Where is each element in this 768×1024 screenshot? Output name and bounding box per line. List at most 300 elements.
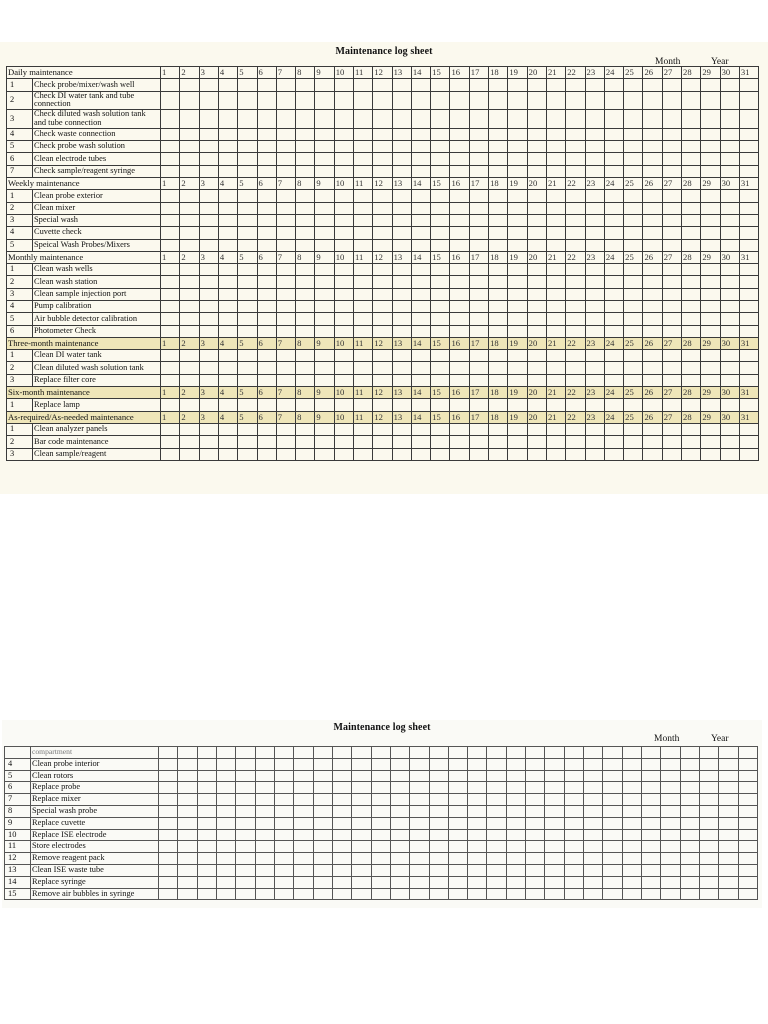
log-cell[interactable]: [448, 817, 467, 829]
log-cell[interactable]: [238, 399, 257, 411]
log-cell[interactable]: [546, 239, 565, 251]
log-cell[interactable]: [275, 817, 294, 829]
log-cell[interactable]: [334, 239, 353, 251]
log-cell[interactable]: [257, 227, 276, 239]
log-cell[interactable]: [373, 110, 392, 129]
log-cell[interactable]: [294, 841, 313, 853]
log-cell[interactable]: [469, 165, 488, 177]
log-cell[interactable]: [218, 399, 237, 411]
log-cell[interactable]: [313, 817, 332, 829]
log-cell[interactable]: [603, 876, 622, 888]
log-cell[interactable]: [469, 79, 488, 91]
log-cell[interactable]: [429, 782, 448, 794]
log-cell[interactable]: [161, 276, 180, 288]
log-cell[interactable]: [643, 264, 662, 276]
log-cell[interactable]: [238, 79, 257, 91]
log-cell[interactable]: [682, 313, 701, 325]
log-cell[interactable]: [489, 374, 508, 386]
log-cell[interactable]: [680, 747, 699, 759]
log-cell[interactable]: [468, 888, 487, 900]
log-cell[interactable]: [353, 239, 372, 251]
log-cell[interactable]: [701, 165, 720, 177]
log-cell[interactable]: [178, 747, 197, 759]
log-cell[interactable]: [546, 288, 565, 300]
log-cell[interactable]: [313, 747, 332, 759]
log-cell[interactable]: [238, 313, 257, 325]
log-cell[interactable]: [276, 301, 295, 313]
log-cell[interactable]: [276, 264, 295, 276]
log-cell[interactable]: [489, 436, 508, 448]
log-cell[interactable]: [527, 153, 546, 165]
log-cell[interactable]: [643, 399, 662, 411]
log-cell[interactable]: [701, 399, 720, 411]
log-cell[interactable]: [257, 288, 276, 300]
log-cell[interactable]: [604, 202, 623, 214]
log-cell[interactable]: [161, 128, 180, 140]
log-cell[interactable]: [526, 794, 545, 806]
log-cell[interactable]: [334, 91, 353, 110]
log-cell[interactable]: [238, 91, 257, 110]
log-cell[interactable]: [199, 448, 218, 460]
log-cell[interactable]: [199, 362, 218, 374]
log-cell[interactable]: [719, 876, 738, 888]
log-cell[interactable]: [585, 350, 604, 362]
log-cell[interactable]: [643, 350, 662, 362]
log-cell[interactable]: [701, 79, 720, 91]
log-cell[interactable]: [218, 423, 237, 435]
log-cell[interactable]: [508, 423, 527, 435]
log-cell[interactable]: [719, 888, 738, 900]
log-cell[interactable]: [604, 79, 623, 91]
log-cell[interactable]: [257, 214, 276, 226]
log-cell[interactable]: [178, 770, 197, 782]
log-cell[interactable]: [699, 876, 718, 888]
log-cell[interactable]: [161, 301, 180, 313]
log-cell[interactable]: [643, 325, 662, 337]
log-cell[interactable]: [334, 165, 353, 177]
log-cell[interactable]: [334, 423, 353, 435]
log-cell[interactable]: [353, 128, 372, 140]
log-cell[interactable]: [334, 190, 353, 202]
log-cell[interactable]: [390, 888, 409, 900]
log-cell[interactable]: [546, 325, 565, 337]
log-cell[interactable]: [180, 79, 199, 91]
log-cell[interactable]: [469, 350, 488, 362]
log-cell[interactable]: [334, 79, 353, 91]
log-cell[interactable]: [566, 325, 585, 337]
log-cell[interactable]: [353, 288, 372, 300]
log-cell[interactable]: [392, 276, 411, 288]
log-cell[interactable]: [218, 141, 237, 153]
log-cell[interactable]: [720, 165, 739, 177]
log-cell[interactable]: [701, 128, 720, 140]
log-cell[interactable]: [469, 128, 488, 140]
log-cell[interactable]: [353, 325, 372, 337]
log-cell[interactable]: [701, 288, 720, 300]
log-cell[interactable]: [527, 350, 546, 362]
log-cell[interactable]: [276, 325, 295, 337]
log-cell[interactable]: [199, 325, 218, 337]
log-cell[interactable]: [411, 214, 430, 226]
log-cell[interactable]: [489, 264, 508, 276]
log-cell[interactable]: [238, 374, 257, 386]
log-cell[interactable]: [526, 805, 545, 817]
log-cell[interactable]: [699, 817, 718, 829]
log-cell[interactable]: [546, 153, 565, 165]
log-cell[interactable]: [469, 362, 488, 374]
log-cell[interactable]: [276, 350, 295, 362]
log-cell[interactable]: [450, 399, 469, 411]
log-cell[interactable]: [489, 362, 508, 374]
log-cell[interactable]: [411, 448, 430, 460]
log-cell[interactable]: [238, 362, 257, 374]
log-cell[interactable]: [545, 747, 564, 759]
log-cell[interactable]: [662, 227, 681, 239]
log-cell[interactable]: [313, 794, 332, 806]
log-cell[interactable]: [739, 165, 758, 177]
log-cell[interactable]: [682, 239, 701, 251]
log-cell[interactable]: [662, 313, 681, 325]
log-cell[interactable]: [564, 841, 583, 853]
log-cell[interactable]: [431, 141, 450, 153]
log-cell[interactable]: [545, 782, 564, 794]
log-cell[interactable]: [296, 448, 315, 460]
log-cell[interactable]: [487, 817, 506, 829]
log-cell[interactable]: [218, 110, 237, 129]
log-cell[interactable]: [373, 202, 392, 214]
log-cell[interactable]: [546, 141, 565, 153]
log-cell[interactable]: [294, 864, 313, 876]
log-cell[interactable]: [276, 110, 295, 129]
log-cell[interactable]: [489, 214, 508, 226]
log-cell[interactable]: [604, 91, 623, 110]
log-cell[interactable]: [585, 110, 604, 129]
log-cell[interactable]: [469, 214, 488, 226]
log-cell[interactable]: [353, 423, 372, 435]
log-cell[interactable]: [719, 805, 738, 817]
log-cell[interactable]: [217, 829, 236, 841]
log-cell[interactable]: [469, 423, 488, 435]
log-cell[interactable]: [313, 829, 332, 841]
log-cell[interactable]: [469, 239, 488, 251]
log-cell[interactable]: [720, 448, 739, 460]
log-cell[interactable]: [429, 770, 448, 782]
log-cell[interactable]: [332, 805, 351, 817]
log-cell[interactable]: [585, 423, 604, 435]
log-cell[interactable]: [296, 227, 315, 239]
log-cell[interactable]: [566, 239, 585, 251]
log-cell[interactable]: [624, 325, 643, 337]
log-cell[interactable]: [699, 805, 718, 817]
log-cell[interactable]: [585, 399, 604, 411]
log-cell[interactable]: [661, 782, 680, 794]
log-cell[interactable]: [585, 153, 604, 165]
log-cell[interactable]: [429, 817, 448, 829]
log-cell[interactable]: [641, 794, 660, 806]
log-cell[interactable]: [255, 782, 274, 794]
log-cell[interactable]: [352, 864, 371, 876]
log-cell[interactable]: [641, 829, 660, 841]
log-cell[interactable]: [624, 153, 643, 165]
log-cell[interactable]: [584, 770, 603, 782]
log-cell[interactable]: [429, 747, 448, 759]
log-cell[interactable]: [585, 227, 604, 239]
log-cell[interactable]: [566, 399, 585, 411]
log-cell[interactable]: [546, 128, 565, 140]
log-cell[interactable]: [487, 758, 506, 770]
log-cell[interactable]: [255, 888, 274, 900]
log-cell[interactable]: [584, 782, 603, 794]
log-cell[interactable]: [564, 758, 583, 770]
log-cell[interactable]: [217, 770, 236, 782]
log-cell[interactable]: [178, 794, 197, 806]
log-cell[interactable]: [313, 876, 332, 888]
log-cell[interactable]: [604, 153, 623, 165]
log-cell[interactable]: [371, 853, 390, 865]
log-cell[interactable]: [236, 805, 255, 817]
log-cell[interactable]: [526, 817, 545, 829]
log-cell[interactable]: [448, 747, 467, 759]
log-cell[interactable]: [566, 301, 585, 313]
log-cell[interactable]: [527, 362, 546, 374]
log-cell[interactable]: [489, 276, 508, 288]
log-cell[interactable]: [701, 239, 720, 251]
log-cell[interactable]: [468, 782, 487, 794]
log-cell[interactable]: [180, 313, 199, 325]
log-cell[interactable]: [296, 313, 315, 325]
log-cell[interactable]: [431, 190, 450, 202]
log-cell[interactable]: [352, 841, 371, 853]
log-cell[interactable]: [334, 350, 353, 362]
log-cell[interactable]: [487, 888, 506, 900]
log-cell[interactable]: [738, 853, 757, 865]
log-cell[interactable]: [373, 362, 392, 374]
log-cell[interactable]: [411, 288, 430, 300]
log-cell[interactable]: [315, 301, 334, 313]
log-cell[interactable]: [373, 288, 392, 300]
log-cell[interactable]: [371, 876, 390, 888]
log-cell[interactable]: [275, 770, 294, 782]
log-cell[interactable]: [508, 313, 527, 325]
log-cell[interactable]: [294, 876, 313, 888]
log-cell[interactable]: [624, 362, 643, 374]
log-cell[interactable]: [720, 423, 739, 435]
log-cell[interactable]: [294, 829, 313, 841]
log-cell[interactable]: [238, 165, 257, 177]
log-cell[interactable]: [238, 423, 257, 435]
log-cell[interactable]: [373, 239, 392, 251]
log-cell[interactable]: [373, 325, 392, 337]
log-cell[interactable]: [431, 239, 450, 251]
log-cell[interactable]: [159, 876, 178, 888]
log-cell[interactable]: [180, 301, 199, 313]
log-cell[interactable]: [296, 239, 315, 251]
log-cell[interactable]: [199, 436, 218, 448]
log-cell[interactable]: [161, 141, 180, 153]
log-cell[interactable]: [197, 841, 216, 853]
log-cell[interactable]: [390, 782, 409, 794]
log-cell[interactable]: [334, 313, 353, 325]
log-cell[interactable]: [450, 214, 469, 226]
log-cell[interactable]: [218, 448, 237, 460]
log-cell[interactable]: [180, 325, 199, 337]
log-cell[interactable]: [373, 128, 392, 140]
log-cell[interactable]: [508, 301, 527, 313]
log-cell[interactable]: [450, 190, 469, 202]
log-cell[interactable]: [699, 747, 718, 759]
log-cell[interactable]: [566, 79, 585, 91]
log-cell[interactable]: [373, 141, 392, 153]
log-cell[interactable]: [352, 829, 371, 841]
log-cell[interactable]: [624, 202, 643, 214]
log-cell[interactable]: [332, 853, 351, 865]
log-cell[interactable]: [315, 202, 334, 214]
log-cell[interactable]: [448, 794, 467, 806]
log-cell[interactable]: [197, 864, 216, 876]
log-cell[interactable]: [566, 362, 585, 374]
log-cell[interactable]: [199, 301, 218, 313]
log-cell[interactable]: [275, 747, 294, 759]
log-cell[interactable]: [566, 214, 585, 226]
log-cell[interactable]: [489, 423, 508, 435]
log-cell[interactable]: [564, 888, 583, 900]
log-cell[interactable]: [238, 264, 257, 276]
log-cell[interactable]: [294, 853, 313, 865]
log-cell[interactable]: [508, 227, 527, 239]
log-cell[interactable]: [429, 864, 448, 876]
log-cell[interactable]: [411, 313, 430, 325]
log-cell[interactable]: [526, 829, 545, 841]
log-cell[interactable]: [373, 436, 392, 448]
log-cell[interactable]: [469, 91, 488, 110]
log-cell[interactable]: [161, 325, 180, 337]
log-cell[interactable]: [720, 362, 739, 374]
log-cell[interactable]: [315, 313, 334, 325]
log-cell[interactable]: [624, 91, 643, 110]
log-cell[interactable]: [585, 288, 604, 300]
log-cell[interactable]: [450, 448, 469, 460]
log-cell[interactable]: [564, 876, 583, 888]
log-cell[interactable]: [701, 214, 720, 226]
log-cell[interactable]: [641, 888, 660, 900]
log-cell[interactable]: [161, 399, 180, 411]
log-cell[interactable]: [468, 770, 487, 782]
log-cell[interactable]: [296, 110, 315, 129]
log-cell[interactable]: [720, 79, 739, 91]
log-cell[interactable]: [468, 817, 487, 829]
log-cell[interactable]: [506, 805, 525, 817]
log-cell[interactable]: [643, 301, 662, 313]
log-cell[interactable]: [584, 864, 603, 876]
log-cell[interactable]: [371, 888, 390, 900]
log-cell[interactable]: [624, 313, 643, 325]
log-cell[interactable]: [313, 782, 332, 794]
log-cell[interactable]: [720, 227, 739, 239]
log-cell[interactable]: [257, 399, 276, 411]
log-cell[interactable]: [180, 448, 199, 460]
log-cell[interactable]: [738, 770, 757, 782]
log-cell[interactable]: [410, 794, 429, 806]
log-cell[interactable]: [527, 91, 546, 110]
log-cell[interactable]: [352, 888, 371, 900]
log-cell[interactable]: [371, 782, 390, 794]
log-cell[interactable]: [218, 362, 237, 374]
log-cell[interactable]: [682, 301, 701, 313]
log-cell[interactable]: [180, 190, 199, 202]
log-cell[interactable]: [296, 301, 315, 313]
log-cell[interactable]: [276, 128, 295, 140]
log-cell[interactable]: [506, 782, 525, 794]
log-cell[interactable]: [276, 374, 295, 386]
log-cell[interactable]: [410, 817, 429, 829]
log-cell[interactable]: [622, 864, 641, 876]
log-cell[interactable]: [487, 853, 506, 865]
log-cell[interactable]: [468, 829, 487, 841]
log-cell[interactable]: [527, 399, 546, 411]
log-cell[interactable]: [257, 264, 276, 276]
log-cell[interactable]: [546, 374, 565, 386]
log-cell[interactable]: [159, 758, 178, 770]
log-cell[interactable]: [622, 817, 641, 829]
log-cell[interactable]: [353, 190, 372, 202]
log-cell[interactable]: [276, 190, 295, 202]
log-cell[interactable]: [585, 128, 604, 140]
log-cell[interactable]: [604, 227, 623, 239]
log-cell[interactable]: [487, 841, 506, 853]
log-cell[interactable]: [180, 153, 199, 165]
log-cell[interactable]: [411, 436, 430, 448]
log-cell[interactable]: [603, 782, 622, 794]
log-cell[interactable]: [489, 165, 508, 177]
log-cell[interactable]: [276, 153, 295, 165]
log-cell[interactable]: [334, 448, 353, 460]
log-cell[interactable]: [489, 288, 508, 300]
log-cell[interactable]: [431, 301, 450, 313]
log-cell[interactable]: [527, 374, 546, 386]
log-cell[interactable]: [450, 202, 469, 214]
log-cell[interactable]: [410, 829, 429, 841]
log-cell[interactable]: [392, 141, 411, 153]
log-cell[interactable]: [161, 264, 180, 276]
log-cell[interactable]: [390, 817, 409, 829]
log-cell[interactable]: [334, 288, 353, 300]
log-cell[interactable]: [161, 110, 180, 129]
log-cell[interactable]: [584, 829, 603, 841]
log-cell[interactable]: [508, 239, 527, 251]
log-cell[interactable]: [448, 829, 467, 841]
log-cell[interactable]: [680, 853, 699, 865]
log-cell[interactable]: [411, 276, 430, 288]
log-cell[interactable]: [161, 448, 180, 460]
log-cell[interactable]: [238, 141, 257, 153]
log-cell[interactable]: [448, 805, 467, 817]
log-cell[interactable]: [197, 770, 216, 782]
log-cell[interactable]: [527, 165, 546, 177]
log-cell[interactable]: [218, 227, 237, 239]
log-cell[interactable]: [178, 841, 197, 853]
log-cell[interactable]: [487, 805, 506, 817]
log-cell[interactable]: [431, 214, 450, 226]
log-cell[interactable]: [255, 864, 274, 876]
log-cell[interactable]: [276, 313, 295, 325]
log-cell[interactable]: [546, 165, 565, 177]
log-cell[interactable]: [371, 841, 390, 853]
log-cell[interactable]: [392, 79, 411, 91]
log-cell[interactable]: [199, 214, 218, 226]
log-cell[interactable]: [197, 782, 216, 794]
log-cell[interactable]: [720, 202, 739, 214]
log-cell[interactable]: [720, 325, 739, 337]
